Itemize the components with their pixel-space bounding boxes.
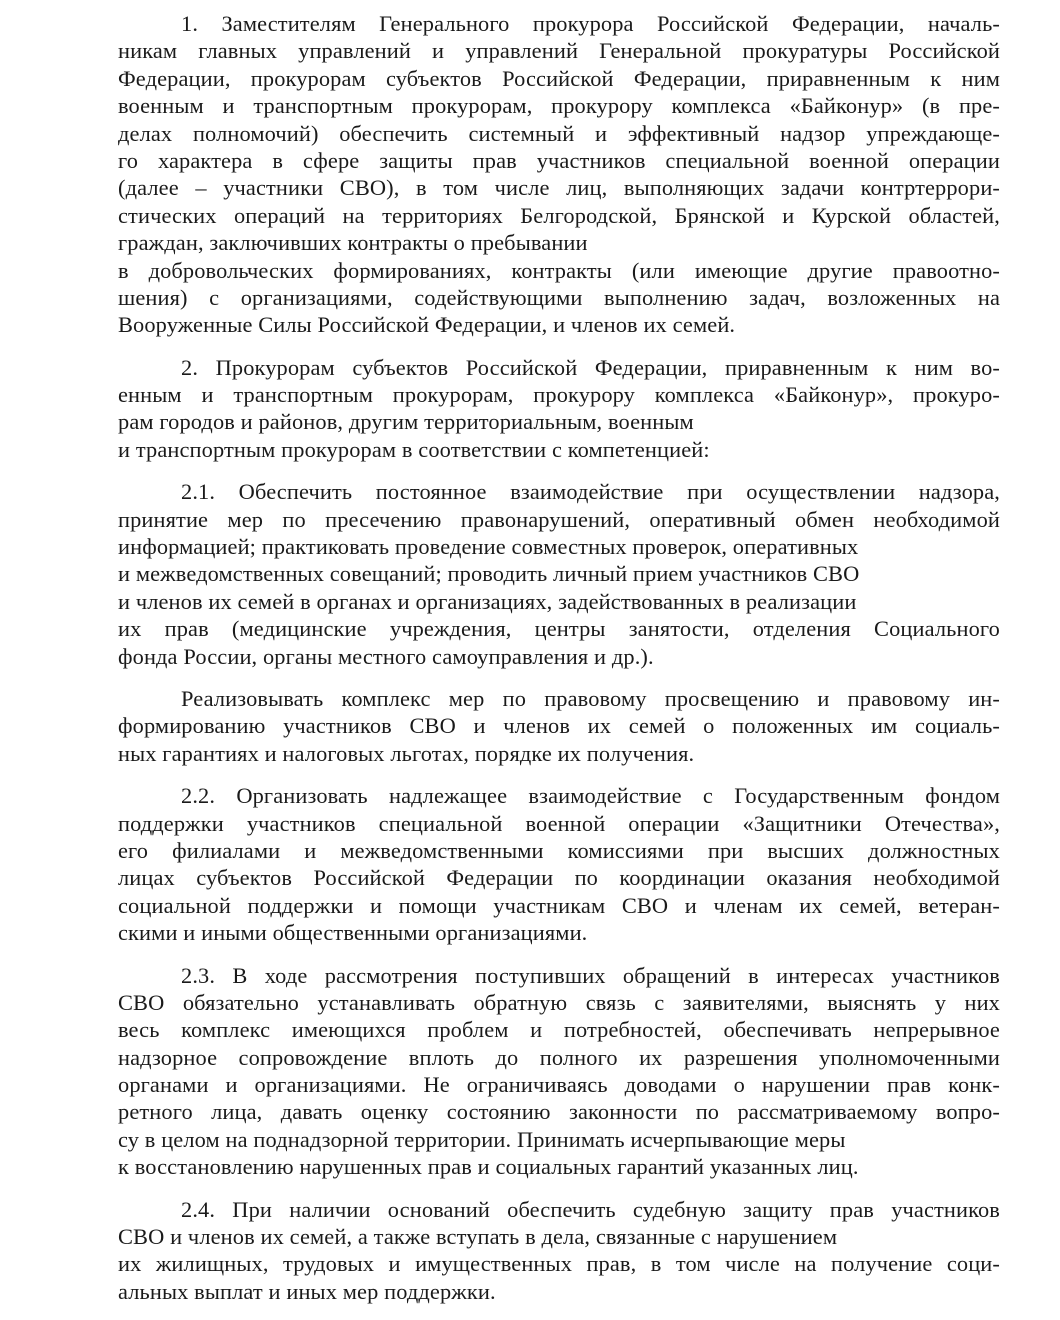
paragraph-item-1 xyxy=(118,10,1000,339)
paragraph-item-2-1-b xyxy=(118,685,1000,767)
text-line: 2.3. В ходе рассмотрения поступивших обращений в интересах участников xyxy=(181,962,1000,988)
text-line: и членов их семей в органах и организациях, задействованных в реализации xyxy=(118,588,857,614)
text-line: и транспортным прокурорам в соответствии с компетенцией: xyxy=(118,436,710,462)
text-line: никам главных управлений и управлений Генеральной прокуратуры Российской xyxy=(118,38,1000,64)
text-line: (далее – участники СВО), в том числе лиц, выполняющих задачи контртеррори- xyxy=(118,175,1000,201)
paragraph-item-2-4 xyxy=(118,1196,1000,1306)
text-line: формированию участников СВО и членов их семей о положенных им социаль- xyxy=(118,713,1000,739)
text-line: надзорное сопровождение вплоть до полного их разрешения уполномоченными xyxy=(118,1044,1000,1070)
text-line: СВО и членов их семей, а также вступать в дела, связанные с нарушением xyxy=(118,1224,838,1250)
text-line: енным и транспортным прокурорам, прокурору комплекса «Байконур», прокуро- xyxy=(118,382,1000,408)
text-line: 2.1. Обеспечить постоянное взаимодействие при осуществлении надзора, xyxy=(181,479,1000,505)
text-line: скими и иными общественными организациями. xyxy=(118,920,588,946)
text-line: их прав (медицинские учреждения, центры занятости, отделения Социального xyxy=(118,616,1000,642)
text-line: информацией; практиковать проведение совместных проверок, оперативных xyxy=(118,534,859,560)
text-line: 2.4. При наличии оснований обеспечить судебную защиту прав участников xyxy=(181,1196,1000,1222)
paragraph-item-2 xyxy=(118,354,1000,464)
text-line: лицах субъектов Российской Федерации по координации оказания необходимой xyxy=(118,865,1000,891)
text-line: принятие мер по пресечению правонарушений, оперативный обмен необходимой xyxy=(118,506,1000,532)
text-line: делах полномочий) обеспечить системный и эффективный надзор упреждающе- xyxy=(118,120,1000,146)
paragraph-item-2-2 xyxy=(118,782,1000,946)
text-line: альных выплат и иных мер поддержки. xyxy=(118,1278,496,1304)
text-line: граждан, заключивших контракты о пребывании xyxy=(118,230,588,256)
text-line: в добровольческих формированиях, контракты (или имеющие другие правоотно- xyxy=(118,257,1000,283)
paragraph-item-2-1 xyxy=(118,478,1000,670)
text-line: СВО обязательно устанавливать обратную связь с заявителями, выяснять у них xyxy=(118,989,1000,1015)
document-body xyxy=(118,10,1000,1320)
text-line: шения) с организациями, содействующими выполнению задач, возложенных на xyxy=(118,284,1000,310)
text-line: Вооруженные Силы Российской Федерации, и членов их семей. xyxy=(118,312,736,338)
text-line: его филиалами и межведомственными комиссиями при высших должностных xyxy=(118,837,1000,863)
text-line: го характера в сфере защиты прав участников специальной военной операции xyxy=(118,147,1000,173)
text-line: их жилищных, трудовых и имущественных прав, в том числе на получение соци- xyxy=(118,1251,1000,1277)
text-line: социальной поддержки и помощи участникам СВО и членам их семей, ветеран- xyxy=(118,892,1000,918)
text-line: Реализовывать комплекс мер по правовому просвещению и правовому ин- xyxy=(181,685,1000,711)
text-line: 1. Заместителям Генерального прокурора Российской Федерации, началь- xyxy=(181,11,1000,36)
text-line: 2. Прокурорам субъектов Российской Федерации, приравненным к ним во- xyxy=(181,354,1000,380)
text-line: стических операций на территориях Белгородской, Брянской и Курской областей, xyxy=(118,202,1000,228)
text-line: поддержки участников специальной военной операции «Защитники Отечества», xyxy=(118,810,1000,836)
text-line: военным и транспортным прокурорам, прокурору комплекса «Байконур» (в пре- xyxy=(118,93,1000,119)
text-line: рам городов и районов, другим территориальным, военным xyxy=(118,409,694,435)
text-line: Федерации, прокурорам субъектов Российской Федерации, приравненным к ним xyxy=(118,65,1000,91)
text-line: 2.2. Организовать надлежащее взаимодействие с Государственным фондом xyxy=(181,783,1000,809)
text-line: к восстановлению нарушенных прав и социальных гарантий указанных лиц. xyxy=(118,1154,859,1180)
text-line: су в целом на поднадзорной территории. Принимать исчерпывающие меры xyxy=(118,1126,846,1152)
text-line: весь комплекс имеющихся проблем и потребностей, обеспечивать непрерывное xyxy=(118,1017,1000,1043)
text-line: органами и организациями. Не ограничиваясь доводами о нарушении прав конк- xyxy=(118,1072,1000,1098)
text-line: и межведомственных совещаний; проводить личный прием участников СВО xyxy=(118,561,860,587)
text-line: фонда России, органы местного самоуправления и др.). xyxy=(118,643,654,669)
text-line: ных гарантиях и налоговых льготах, порядке их получения. xyxy=(118,740,695,766)
paragraph-item-2-3 xyxy=(118,962,1000,1181)
text-line: ретного лица, давать оценку состоянию законности по рассматриваемому вопро- xyxy=(118,1099,1000,1125)
